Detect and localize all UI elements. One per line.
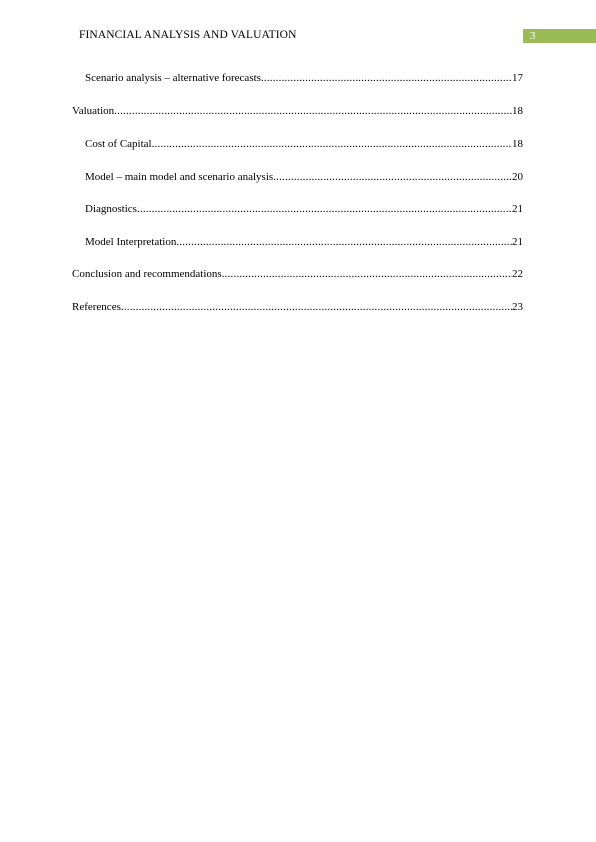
toc-entry-scenario-analysis[interactable] bbox=[85, 71, 523, 85]
toc-leader-dots bbox=[222, 267, 512, 281]
toc-entry-page: 18 bbox=[512, 138, 523, 150]
toc-leader-dots bbox=[261, 71, 512, 85]
toc-entry-model[interactable] bbox=[85, 170, 523, 184]
toc-entry-label: Valuation bbox=[72, 105, 115, 117]
toc-entry-page: 23 bbox=[512, 301, 523, 313]
toc-leader-dots bbox=[273, 170, 512, 184]
toc-entry-page: 22 bbox=[512, 268, 523, 280]
toc-entry-references[interactable] bbox=[72, 300, 523, 314]
toc-entry-conclusion[interactable] bbox=[72, 267, 523, 281]
toc-entry-cost-of-capital[interactable] bbox=[85, 137, 523, 151]
toc-entry-diagnostics[interactable] bbox=[85, 202, 523, 216]
toc-entry-page: 20 bbox=[512, 171, 523, 183]
toc-entry-page: 17 bbox=[512, 72, 523, 84]
toc-leader-dots bbox=[152, 137, 512, 151]
toc-entry-label: Scenario analysis – alternative forecasts bbox=[85, 72, 261, 84]
toc-leader-dots bbox=[121, 300, 512, 314]
toc-entry-label: References bbox=[72, 301, 121, 313]
toc-entry-label: Conclusion and recommendations bbox=[72, 268, 222, 280]
toc-entry-label: Model Interpretation bbox=[85, 236, 177, 248]
toc-leader-dots bbox=[137, 202, 512, 216]
toc-entry-label: Model – main model and scenario analysis bbox=[85, 171, 274, 183]
toc-entry-valuation[interactable] bbox=[72, 104, 523, 118]
toc-entry-model-interpretation[interactable] bbox=[85, 235, 523, 249]
toc-entry-label: Diagnostics bbox=[85, 203, 137, 215]
toc-entry-label: Cost of Capital bbox=[85, 138, 152, 150]
page-number-badge: 3 bbox=[523, 29, 596, 43]
toc-entry-page: 18 bbox=[512, 105, 523, 117]
toc-leader-dots bbox=[114, 104, 512, 118]
toc-leader-dots bbox=[176, 235, 512, 249]
toc-entry-page: 21 bbox=[512, 203, 523, 215]
running-header-title: FINANCIAL ANALYSIS AND VALUATION bbox=[79, 29, 297, 41]
toc-entry-page: 21 bbox=[512, 236, 523, 248]
